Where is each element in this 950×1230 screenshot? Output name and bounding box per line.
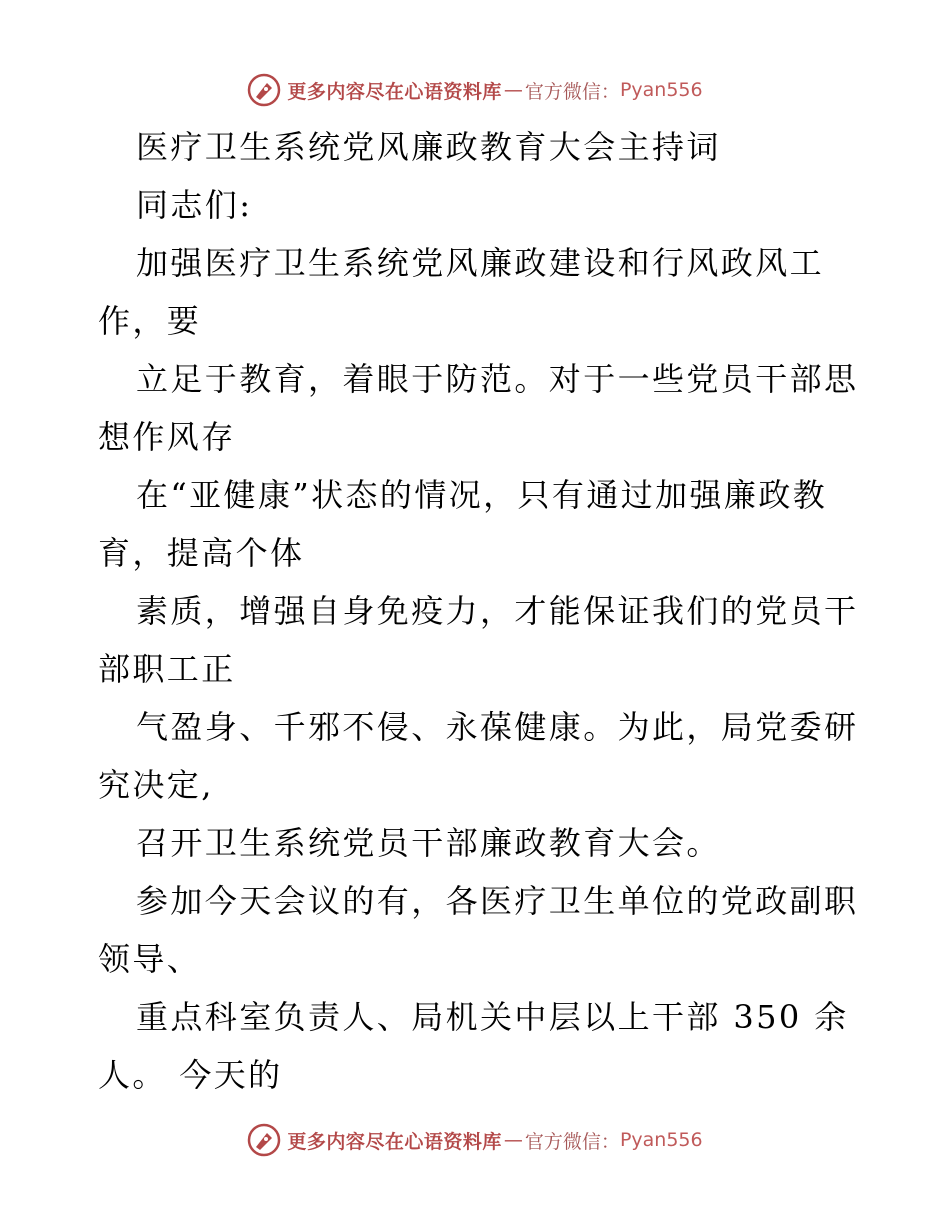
watermark-wechat-label: 官方微信： (524, 1130, 620, 1153)
watermark-text: 更多内容尽在心语资料库 (287, 80, 502, 103)
paragraph-line: 作，要 (98, 302, 202, 340)
paragraph-line: 在“亚健康”状态的情况，只有通过加强廉政教 (136, 476, 828, 514)
paragraph-line: 部职工正 (98, 650, 236, 688)
watermark-wechat-id: Pyan556 (619, 1129, 703, 1151)
paragraph-line: 素质，增强自身免疫力，才能保证我们的党员干 (136, 592, 859, 630)
watermark-separator: — (503, 1129, 523, 1151)
document-title: 医疗卫生系统党风廉政教育大会主持词 (136, 128, 721, 166)
paragraph-line: 气盈身、千邪不侵、永葆健康。为此，局党委研 (136, 708, 859, 746)
paragraph-line: 重点科室负责人、局机关中层以上干部 350 余 (136, 998, 849, 1036)
paragraph-line: 参加今天会议的有，各医疗卫生单位的党政副职 (136, 882, 859, 920)
paragraph-line: 立足于教育，着眼于防范。对于一些党员干部思 (136, 360, 859, 398)
footer-watermark (0, 1120, 950, 1160)
watermark-wechat-label: 官方微信： (524, 80, 620, 103)
document-body (98, 118, 868, 1104)
watermark-separator: — (503, 79, 523, 101)
watermark-text: 更多内容尽在心语资料库 (287, 1130, 502, 1153)
paragraph-line: 人。 今天的 (98, 1056, 283, 1094)
paragraph-line: 究决定, (98, 766, 214, 804)
header-watermark (0, 70, 950, 110)
paragraph-line: 召开卫生系统党员干部廉政教育大会。 (136, 824, 721, 862)
paragraph-line: 育，提高个体 (98, 534, 305, 572)
paragraph-line: 想作风存 (98, 418, 236, 456)
paragraph-line: 同志们: (136, 186, 253, 224)
pen-nib-logo-icon (247, 73, 281, 107)
paragraph-line: 领导、 (98, 940, 202, 978)
watermark-wechat-id: Pyan556 (619, 79, 703, 101)
paragraph-line: 加强医疗卫生系统党风廉政建设和行风政风工 (136, 244, 825, 282)
pen-nib-logo-icon (247, 1123, 281, 1157)
